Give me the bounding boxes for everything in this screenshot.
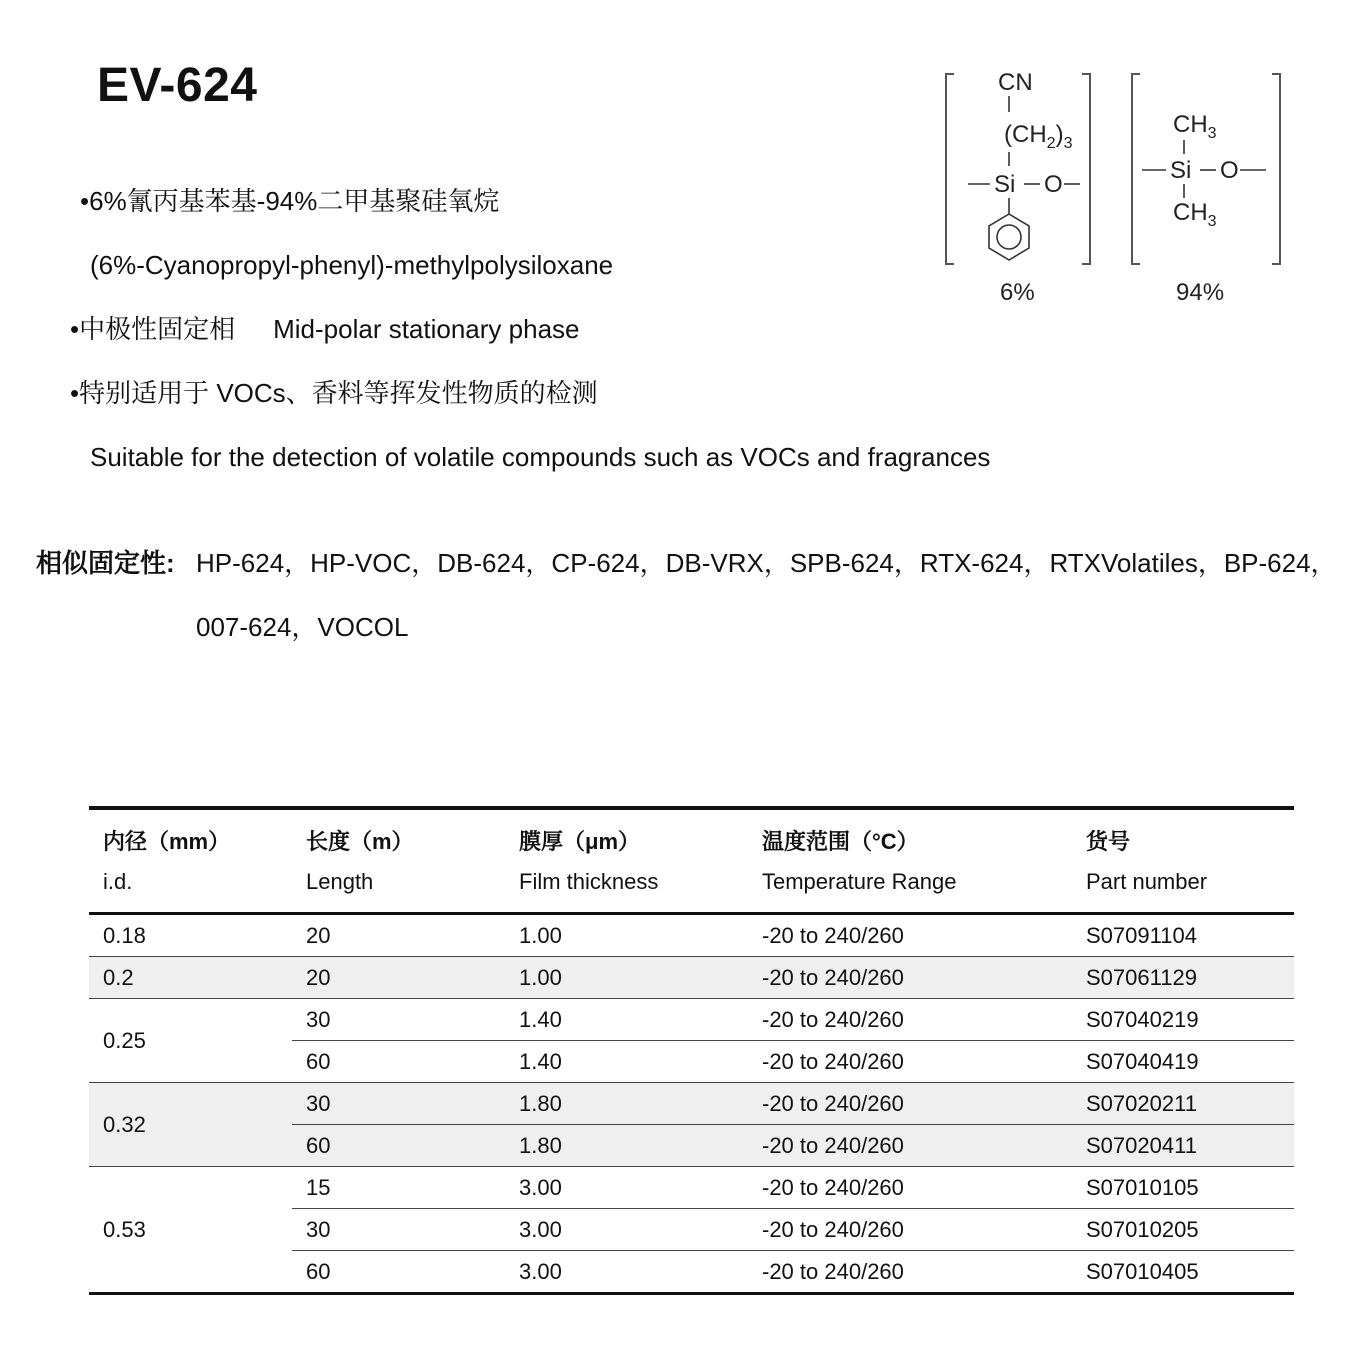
cell-temp: -20 to 240/260 — [748, 1125, 1072, 1167]
cell-film: 3.00 — [505, 1209, 748, 1251]
cell-temp: -20 to 240/260 — [748, 1167, 1072, 1209]
header-length: 长度（m） Length — [292, 808, 505, 914]
right-silicon-label: Si — [1170, 157, 1192, 184]
cell-film: 1.80 — [505, 1083, 748, 1125]
cell-id: 0.2 — [89, 957, 292, 999]
left-bracket — [946, 74, 1090, 264]
cell-part: S07061129 — [1072, 957, 1294, 999]
cell-part: S07020411 — [1072, 1125, 1294, 1167]
cell-film: 1.00 — [505, 957, 748, 999]
right-unit-percent: 94% — [1176, 279, 1225, 306]
application-chinese-text: •特别适用于 VOCs、香料等挥发性物质的检测 — [70, 378, 598, 408]
cell-length: 30 — [292, 1083, 505, 1125]
cell-temp: -20 to 240/260 — [748, 1251, 1072, 1294]
cell-length: 30 — [292, 999, 505, 1041]
cell-temp: -20 to 240/260 — [748, 1041, 1072, 1083]
cell-temp: -20 to 240/260 — [748, 999, 1072, 1041]
chemical-structure-diagram — [930, 60, 1290, 310]
cell-length: 20 — [292, 957, 505, 999]
right-bracket — [1132, 74, 1280, 264]
cell-id: 0.25 — [89, 999, 292, 1083]
cell-length: 60 — [292, 1041, 505, 1083]
table-row — [89, 1083, 1294, 1125]
header-temperature-range: 温度范围（°C） Temperature Range — [748, 808, 1072, 914]
table-row — [89, 1167, 1294, 1209]
cell-film: 3.00 — [505, 1251, 748, 1294]
cell-part: S07040419 — [1072, 1041, 1294, 1083]
phase-chinese-text: •6%氰丙基苯基-94%二甲基聚硅氧烷 — [80, 186, 500, 216]
polarity-line — [70, 313, 580, 345]
cell-temp: -20 to 240/260 — [748, 957, 1072, 999]
polarity-english-text: Mid-polar stationary phase — [273, 314, 580, 344]
similar-phases-list-line2: 007-624，VOCOL — [196, 612, 409, 642]
right-oxygen-label: O — [1220, 157, 1239, 184]
cell-length: 15 — [292, 1167, 505, 1209]
cell-id: 0.53 — [89, 1167, 292, 1294]
cell-length: 20 — [292, 914, 505, 957]
left-oxygen-label: O — [1044, 171, 1063, 198]
phenyl-ring-icon — [989, 214, 1029, 260]
polarity-chinese-text: •中极性固定相 — [70, 314, 236, 344]
cell-length: 60 — [292, 1125, 505, 1167]
cell-temp: -20 to 240/260 — [748, 1209, 1072, 1251]
table-row — [89, 957, 1294, 999]
cell-length: 60 — [292, 1251, 505, 1294]
table-row — [89, 999, 1294, 1041]
header-film-thickness: 膜厚（μm） Film thickness — [505, 808, 748, 914]
cell-temp: -20 to 240/260 — [748, 1083, 1072, 1125]
similar-phases-label: 相似固定性: — [36, 548, 175, 578]
cell-part: S07010205 — [1072, 1209, 1294, 1251]
cell-part: S07010105 — [1072, 1167, 1294, 1209]
cell-film: 1.00 — [505, 914, 748, 957]
table-row — [89, 914, 1294, 957]
left-silicon-label: Si — [994, 171, 1016, 198]
application-english-text: Suitable for the detection of volatile compounds such as VOCs and fragrances — [90, 442, 991, 472]
page-title: EV-624 — [97, 59, 258, 112]
header-part-number: 货号 Part number — [1072, 808, 1294, 914]
cell-id: 0.18 — [89, 914, 292, 957]
cell-length: 30 — [292, 1209, 505, 1251]
cell-part: S07091104 — [1072, 914, 1294, 957]
cell-film: 1.80 — [505, 1125, 748, 1167]
left-unit-percent: 6% — [1000, 279, 1035, 306]
cell-id: 0.32 — [89, 1083, 292, 1167]
similar-phases-list-line1: HP-624，HP-VOC，DB-624，CP-624，DB-VRX，SPB-624，RTX-624，RTXVolatiles，BP-624， — [196, 548, 1337, 578]
cell-part: S07040219 — [1072, 999, 1294, 1041]
product-spec-table — [89, 806, 1294, 1295]
cell-part: S07010405 — [1072, 1251, 1294, 1294]
phase-english-text: (6%-Cyanopropyl-phenyl)-methylpolysiloxane — [90, 250, 614, 280]
upper-methyl-label: $CH_3$ — [1173, 111, 1217, 142]
cyano-group-label: CN — [998, 69, 1033, 96]
lower-methyl-label: $CH_3$ — [1173, 199, 1217, 230]
propyl-chain-label: $(CH_2)_3$ — [1004, 121, 1073, 152]
cell-film: 3.00 — [505, 1167, 748, 1209]
cell-part: S07020211 — [1072, 1083, 1294, 1125]
cell-film: 1.40 — [505, 999, 748, 1041]
cell-temp: -20 to 240/260 — [748, 914, 1072, 957]
header-inner-diameter: 内径（mm） i.d. — [89, 808, 292, 914]
cell-film: 1.40 — [505, 1041, 748, 1083]
table-header-row — [89, 808, 1294, 914]
